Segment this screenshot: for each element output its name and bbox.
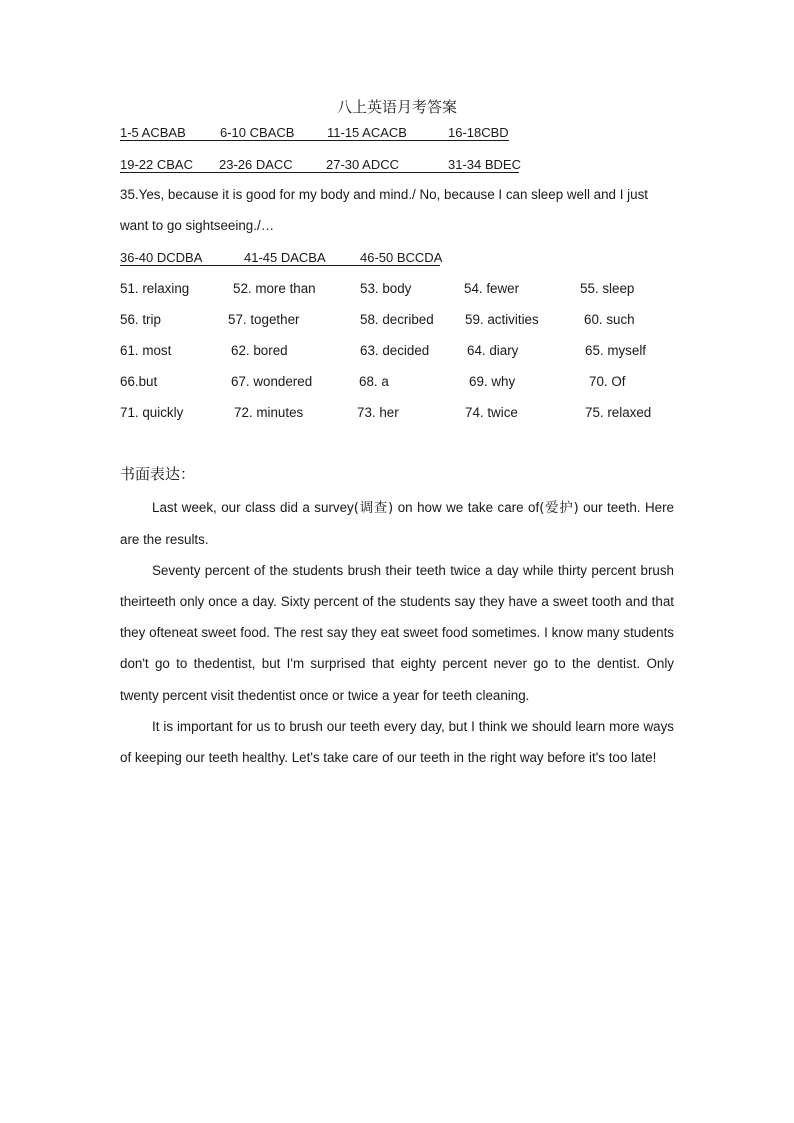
essay-text: our teeth. Here are the results. — [120, 500, 675, 548]
fill-answer: 69. why — [469, 374, 516, 389]
answer-group: 1-5 ACBAB — [120, 125, 186, 140]
answer-group: 11-15 ACACB — [327, 125, 407, 140]
essay-text: Last week, our class did a survey — [152, 500, 354, 515]
fill-answer: 51. relaxing — [120, 281, 190, 296]
fill-answer: 65. myself — [585, 343, 647, 358]
answer-group: 27-30 ADCC — [326, 157, 399, 172]
essay-paragraph-3: It is important for us to brush our teeth every day, but I think we should learn more ways of keeping our teeth healthy. Let's take care of our teeth in the right way before it's too late! — [120, 718, 674, 765]
fill-answer: 57. together — [228, 312, 300, 327]
fill-answer: 62. bored — [231, 343, 288, 358]
answer-group: 31-34 BDEC — [448, 157, 521, 172]
fill-answer: 54. fewer — [464, 281, 520, 296]
answer-35-line-2: want to go sightseeing./… — [120, 218, 275, 233]
page-title: 八上英语月考答案 — [336, 98, 457, 116]
fill-answer: 75. relaxed — [585, 405, 652, 420]
fill-answer: 67. wondered — [231, 374, 313, 389]
fill-answer: 72. minutes — [234, 405, 304, 420]
answer-group: 46-50 BCCDA — [360, 250, 443, 265]
fill-answer: 68. a — [359, 374, 389, 389]
fill-answer: 73. her — [357, 405, 399, 420]
answer-group: 6-10 CBACB — [220, 125, 295, 140]
fill-answer: 61. most — [120, 343, 172, 358]
answer-group: 41-45 DACBA — [244, 250, 326, 265]
writing-heading: 书面表达： — [120, 465, 196, 483]
essay-gloss: (爱护) — [539, 501, 579, 516]
fill-answer: 70. Of — [589, 374, 626, 389]
fill-answer: 59. activities — [465, 312, 539, 327]
fill-answer: 66.but — [120, 374, 158, 389]
fill-answer: 56. trip — [120, 312, 161, 327]
fill-answer: 60. such — [584, 312, 635, 327]
answer-35-line-1: 35.Yes, because it is good for my body and mind./ No, because I can sleep well and I just — [120, 187, 649, 202]
fill-answer: 53. body — [360, 281, 412, 296]
fill-answer: 63. decided — [360, 343, 430, 358]
answer-group: 16-18CBD — [448, 125, 509, 140]
essay-paragraph-1 — [120, 492, 674, 555]
answer-group: 23-26 DACC — [219, 157, 293, 172]
fill-answer: 55. sleep — [580, 281, 635, 296]
fill-answer: 64. diary — [467, 343, 519, 358]
answer-group: 36-40 DCDBA — [120, 250, 203, 265]
answer-group: 19-22 CBAC — [120, 157, 193, 172]
fill-answer: 52. more than — [233, 281, 316, 296]
fill-answer: 74. twice — [465, 405, 518, 420]
essay-text: on how we take care of — [393, 500, 540, 515]
writing-essay — [120, 492, 674, 773]
essay-gloss: (调查) — [353, 501, 394, 516]
essay-paragraph-2: Seventy percent of the students brush their teeth twice a day while thirty percent brush theirteeth only once a day. Sixty percent of the students say they have a sweet tooth and that they ofteneat sweet food. The rest say they eat sweet food sometimes. I know many students don't go to thedentist, but I'm surprised that eighty percent never go to the dentist. Only twenty percent visit thedentist once or twice a year for teeth cleaning. — [120, 563, 674, 703]
fill-answer: 58. decribed — [360, 312, 434, 327]
fill-answer: 71. quickly — [120, 405, 184, 420]
